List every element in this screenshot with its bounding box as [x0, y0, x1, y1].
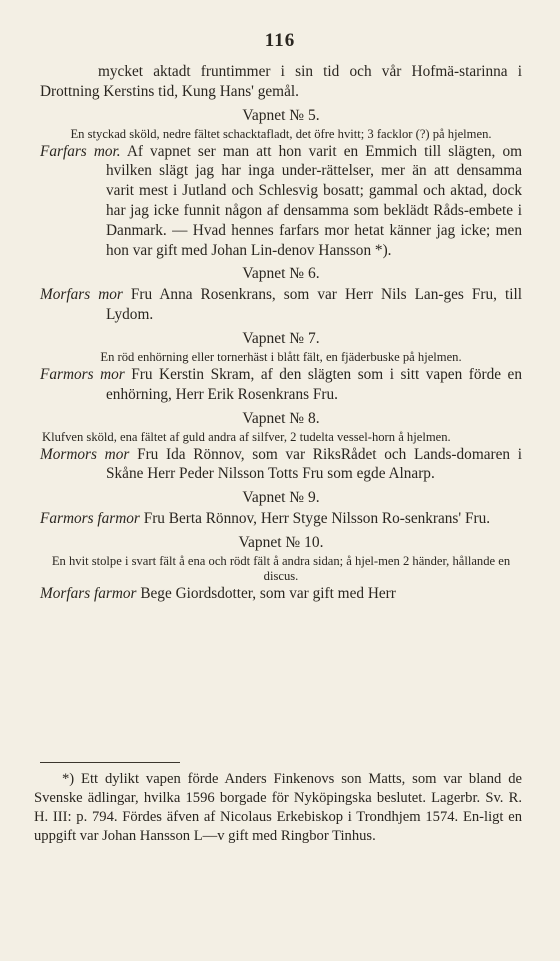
arms-description: En styckad sköld, nedre fältet schacktafladt, det öfre hvitt; 3 facklor (?) på hjelmen.	[70, 126, 492, 141]
footnote: *) Ett dylikt vapen förde Anders Finkenovs son Matts, som var bland de Svenske ädlingar, hvilka 1596 borgade för Nyköpingska beslutet. Lagerbr. Sv. R. H. III: p. 794. Fördes äfven af Nicolaus Erkebiskop i Trondhjem 1574. En-ligt en uppgift var Johan Hansson L—v gift med Ringbor Tinhus.	[34, 771, 522, 844]
section-heading: Vapnet № 8.	[242, 409, 320, 427]
section-paragraph	[40, 584, 522, 604]
arms-description: En hvit stolpe i svart fält å ena och rödt fält å andra sidan; å hjel-men 2 händer, hållande en discus.	[51, 553, 511, 583]
relation-label: Mormors mor	[40, 445, 130, 463]
section-paragraph	[40, 365, 522, 405]
footnote-divider	[40, 762, 180, 763]
main-text	[40, 62, 522, 604]
section-text: Fru Anna Rosenkrans, som var Herr Nils Lan-ges Fru, till Lydom.	[106, 286, 523, 324]
section-text: Fru Kerstin Skram, af den slägten som i sitt vapen förde en enhörning, Herr Erik Rosenkrans Fru.	[106, 365, 522, 403]
arms-description: Klufven sköld, ena fältet af guld andra af silfver, 2 tudelta vessel-horn å hjelmen.	[42, 429, 451, 444]
coat-of-arms-section-7	[40, 329, 522, 405]
relation-label: Morfars farmor	[40, 584, 137, 602]
section-heading: Vapnet № 9.	[242, 489, 320, 507]
coat-of-arms-section-8	[40, 409, 522, 485]
section-heading: Vapnet № 7.	[242, 329, 320, 347]
relation-label: Morfars mor	[40, 286, 123, 304]
section-heading: Vapnet № 5.	[242, 106, 320, 124]
coat-of-arms-section-6	[40, 264, 522, 325]
relation-label: Farmors farmor	[40, 510, 140, 528]
page-number: 116	[264, 30, 296, 51]
coat-of-arms-section-5	[40, 106, 522, 261]
section-paragraph	[40, 445, 522, 485]
coat-of-arms-section-10	[40, 533, 522, 604]
relation-label: Farmors mor	[40, 365, 125, 383]
section-paragraph	[40, 285, 522, 325]
section-paragraph	[40, 509, 522, 529]
relation-label: Farfars mor.	[40, 142, 121, 160]
section-text: Bege Giordsdotter, som var gift med Herr	[140, 584, 396, 602]
intro-paragraph: mycket aktadt fruntimmer i sin tid och vår Hofmä-starinna i Drottning Kerstins tid, Kung Hans' gemål.	[40, 63, 522, 100]
section-heading: Vapnet № 6.	[242, 265, 320, 283]
section-text: Fru Berta Rönnov, Herr Stygе Nilsson Ro-senkrans' Fru.	[143, 510, 491, 528]
section-text: Fru Ida Rönnov, som var RiksRådet och Lands-domaren i Skåne Herr Peder Nilsson Totts Fru som egde Alnarp.	[106, 445, 523, 483]
section-text: Af vapnet ser man att hon varit en Emmich till slägten, om hvilken slägt jag har inga under-rättelser, mer än att densamma varit mest i Jutland och Schlesvig bosatt; gammal och aktad, dock har jag icke funnit någon af densamma som beklädt Råds-embete i Danmark. — Hvad hennes farfars mor hetat känner jag icke; men hon var gift med Johan Lin-denov Hansson *).	[106, 142, 522, 259]
coat-of-arms-section-9	[40, 488, 522, 529]
section-heading: Vapnet № 10.	[238, 533, 324, 551]
section-paragraph	[40, 142, 522, 261]
arms-description: En röd enhörning eller tornerhäst i blått fält, en fjäderbuske på hjelmen.	[100, 349, 462, 364]
